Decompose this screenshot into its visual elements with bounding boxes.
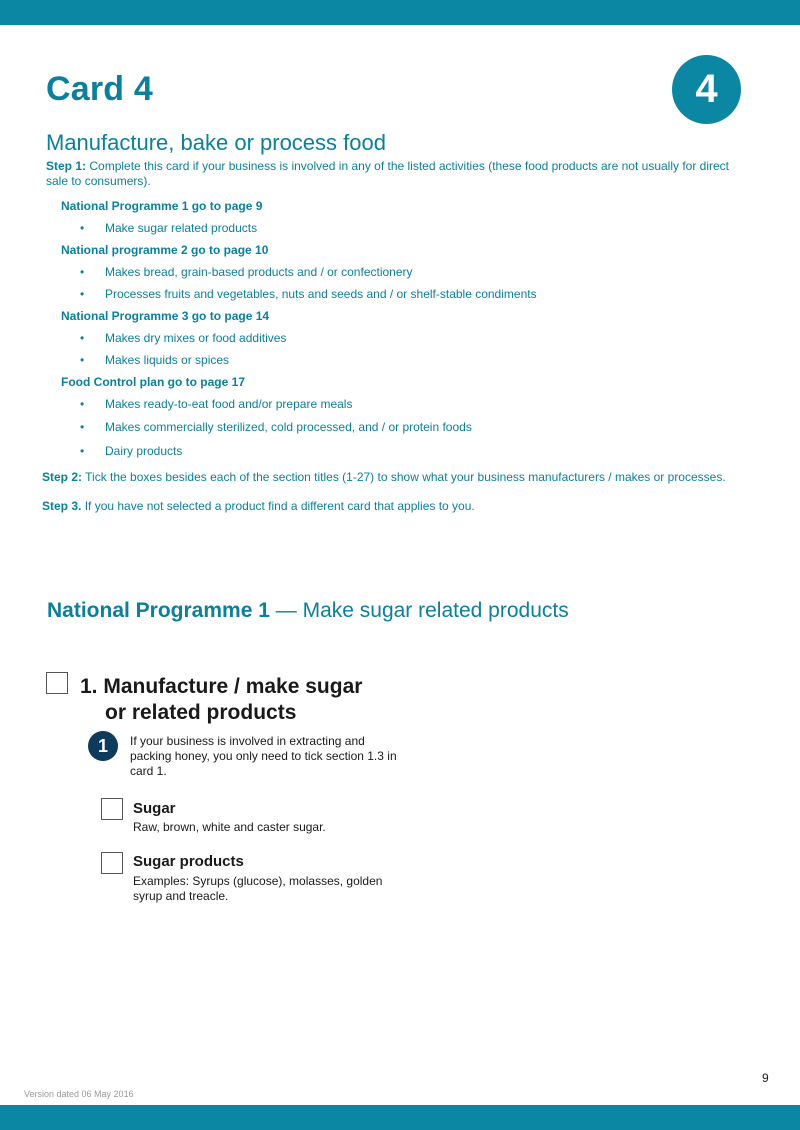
sugar-title: Sugar	[133, 800, 176, 817]
programme-bullet-item: • Makes liquids or spices	[80, 353, 230, 367]
step-3-text: If you have not selected a product find a different card that applies to you.	[84, 499, 475, 513]
top-bar	[0, 0, 800, 25]
programme-heading: Food Control plan go to page 17	[61, 375, 245, 389]
step-2-label: Step 2:	[42, 470, 83, 484]
sugar-products-title: Sugar products	[133, 853, 244, 870]
programme-heading: National Programme 3 go to page 14	[61, 309, 270, 323]
programme-heading: National programme 2 go to page 10	[61, 243, 269, 257]
card-number-badge: 4	[672, 55, 741, 124]
page-number: 9	[762, 1071, 769, 1085]
bottom-bar	[0, 1105, 800, 1130]
programme-bullet-item: • Makes dry mixes or food additives	[80, 331, 287, 345]
programme-heading: National Programme 1 go to page 9	[61, 199, 263, 213]
step-3-label: Step 3.	[42, 499, 82, 513]
section-1-checkbox[interactable]	[46, 672, 68, 694]
note-number-badge: 1	[88, 731, 118, 761]
step-3	[42, 499, 475, 513]
sugar-products-description: Examples: Syrups (glucose), molasses, golden syrup and treacle.	[133, 874, 383, 903]
version-date: Version dated 06 May 2016	[24, 1089, 134, 1099]
sugar-products-checkbox[interactable]	[101, 852, 123, 874]
programme-bullet-item: • Makes ready-to-eat food and/or prepare meals	[80, 397, 353, 411]
step-2-text: Tick the boxes besides each of the section titles (1-27) to show what your business manufacturers / makes or processes.	[85, 470, 726, 484]
sugar-checkbox[interactable]	[101, 798, 123, 820]
card-title: Card 4	[46, 70, 154, 108]
step-1-label: Step 1:	[46, 159, 87, 173]
programme-bullet-item: • Makes bread, grain-based products and / or confectionery	[80, 265, 413, 279]
programme-bullet-item: • Processes fruits and vegetables, nuts and seeds and / or shelf-stable condiments	[80, 287, 537, 301]
programme-bullet-item: • Makes commercially sterilized, cold processed, and / or protein foods	[80, 420, 472, 434]
section-1-title: 1. Manufacture / make sugar or related products	[80, 675, 363, 724]
section-heading: National Programme 1 — Make sugar related products	[47, 599, 569, 622]
step-1-text: Complete this card if your business is involved in any of the listed activities (these food products are not usually for direct sale to consumers).	[46, 159, 730, 188]
step-2	[42, 470, 726, 484]
card-subtitle: Manufacture, bake or process food	[46, 130, 386, 155]
programme-bullet-item: • Make sugar related products	[80, 221, 258, 235]
programme-bullet-item: • Dairy products	[80, 444, 183, 458]
step-1	[46, 159, 746, 189]
note-text: If your business is involved in extracting and packing honey, you only need to tick section 1.3 in card 1.	[130, 734, 397, 778]
sugar-description: Raw, brown, white and caster sugar.	[133, 820, 326, 834]
